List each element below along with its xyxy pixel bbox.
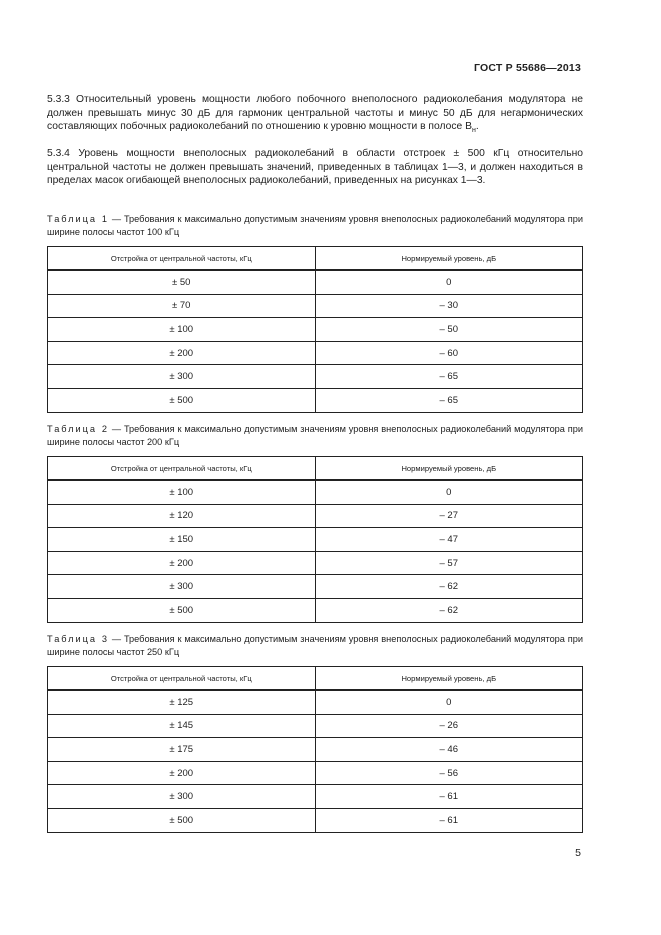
table-row (48, 575, 583, 599)
cell-offset: ± 500 (48, 598, 316, 622)
cell-level: – 65 (315, 388, 583, 412)
paragraph-5-3-3-text: 5.3.3 Относительный уровень мощности любого побочного внеполосного радиоколебания модулятора не должен превышать минус 30 дБ для гармоник центральной частоты и минус 50 дБ для негармонических составляющих побочных радиоколебаний по отношению к уровню мощности в полосе В (47, 94, 583, 133)
cell-offset: ± 200 (48, 551, 316, 575)
table-1 (47, 246, 583, 413)
cell-offset: ± 200 (48, 341, 316, 365)
cell-level: – 61 (315, 808, 583, 832)
cell-offset: ± 300 (48, 575, 316, 599)
column-header-level: Нормируемый уровень, дБ (315, 457, 583, 481)
cell-level: – 30 (315, 294, 583, 318)
table-row (48, 785, 583, 809)
table-row (48, 388, 583, 412)
cell-offset: ± 125 (48, 690, 316, 714)
column-header-offset: Отстройка от центральной частоты, кГц (48, 457, 316, 481)
table-row (48, 341, 583, 365)
cell-level: – 56 (315, 761, 583, 785)
table-row (48, 270, 583, 294)
table-header-row (48, 667, 583, 691)
table-row (48, 480, 583, 504)
table-row (48, 318, 583, 342)
column-header-level: Нормируемый уровень, дБ (315, 667, 583, 691)
table-row (48, 598, 583, 622)
table-1-caption-text: — Требования к максимально допустимым значениям уровня внеполосных радиоколебаний модулятора при ширине полосы частот 100 кГц (47, 214, 583, 237)
table-row (48, 528, 583, 552)
cell-offset: ± 100 (48, 318, 316, 342)
table-2 (47, 456, 583, 623)
table-1-label: Таблица 1 (47, 214, 110, 224)
cell-level: – 46 (315, 738, 583, 762)
table-row (48, 714, 583, 738)
table-3 (47, 666, 583, 833)
cell-offset: ± 500 (48, 388, 316, 412)
table-row (48, 738, 583, 762)
table-2-caption-text: — Требования к максимально допустимым значениям уровня внеполосных радиоколебаний модулятора при ширине полосы частот 200 кГц (47, 424, 583, 447)
cell-level: – 27 (315, 504, 583, 528)
cell-offset: ± 50 (48, 270, 316, 294)
table-row (48, 690, 583, 714)
table-1-caption (47, 213, 583, 239)
cell-offset: ± 200 (48, 761, 316, 785)
table-header-row (48, 457, 583, 481)
cell-offset: ± 145 (48, 714, 316, 738)
cell-level: – 61 (315, 785, 583, 809)
cell-level: – 62 (315, 598, 583, 622)
cell-level: – 62 (315, 575, 583, 599)
cell-offset: ± 175 (48, 738, 316, 762)
cell-offset: ± 500 (48, 808, 316, 832)
column-header-offset: Отстройка от центральной частоты, кГц (48, 247, 316, 271)
paragraph-5-3-4: 5.3.4 Уровень мощности внеполосных радиоколебаний в области отстроек ± 500 кГц относительно центральной частоты не должен превышать значений, приведенных в таблицах 1—3, и должен находиться в пределах масок огибающей внеполосных радиоколебаний, приведенных на рисунках 1—3. (47, 148, 583, 187)
table-2-label: Таблица 2 (47, 424, 110, 434)
paragraph-5-3-3-end: . (475, 121, 479, 133)
table-row (48, 808, 583, 832)
subscript-n: н (471, 127, 476, 135)
document-header: ГОСТ Р 55686—2013 (473, 62, 581, 74)
cell-offset: ± 120 (48, 504, 316, 528)
cell-level: – 47 (315, 528, 583, 552)
table-row (48, 365, 583, 389)
table-row (48, 761, 583, 785)
cell-offset: ± 70 (48, 294, 316, 318)
column-header-offset: Отстройка от центральной частоты, кГц (48, 667, 316, 691)
cell-level: – 50 (315, 318, 583, 342)
table-2-caption (47, 423, 583, 449)
cell-level: – 60 (315, 341, 583, 365)
column-header-level: Нормируемый уровень, дБ (315, 247, 583, 271)
cell-level: – 26 (315, 714, 583, 738)
cell-level: – 65 (315, 365, 583, 389)
cell-offset: ± 300 (48, 785, 316, 809)
table-header-row (48, 247, 583, 271)
cell-offset: ± 100 (48, 480, 316, 504)
table-row (48, 294, 583, 318)
cell-level: 0 (315, 270, 583, 294)
table-3-caption (47, 633, 583, 659)
table-3-caption-text: — Требования к максимально допустимым значениям уровня внеполосных радиоколебаний модулятора при ширине полосы частот 250 кГц (47, 634, 583, 657)
table-3-label: Таблица 3 (47, 634, 110, 644)
table-row (48, 504, 583, 528)
cell-level: – 57 (315, 551, 583, 575)
cell-offset: ± 150 (48, 528, 316, 552)
table-row (48, 551, 583, 575)
cell-level: 0 (315, 480, 583, 504)
cell-offset: ± 300 (48, 365, 316, 389)
paragraph-5-3-3 (47, 93, 583, 138)
page-number: 5 (575, 847, 581, 859)
cell-level: 0 (315, 690, 583, 714)
